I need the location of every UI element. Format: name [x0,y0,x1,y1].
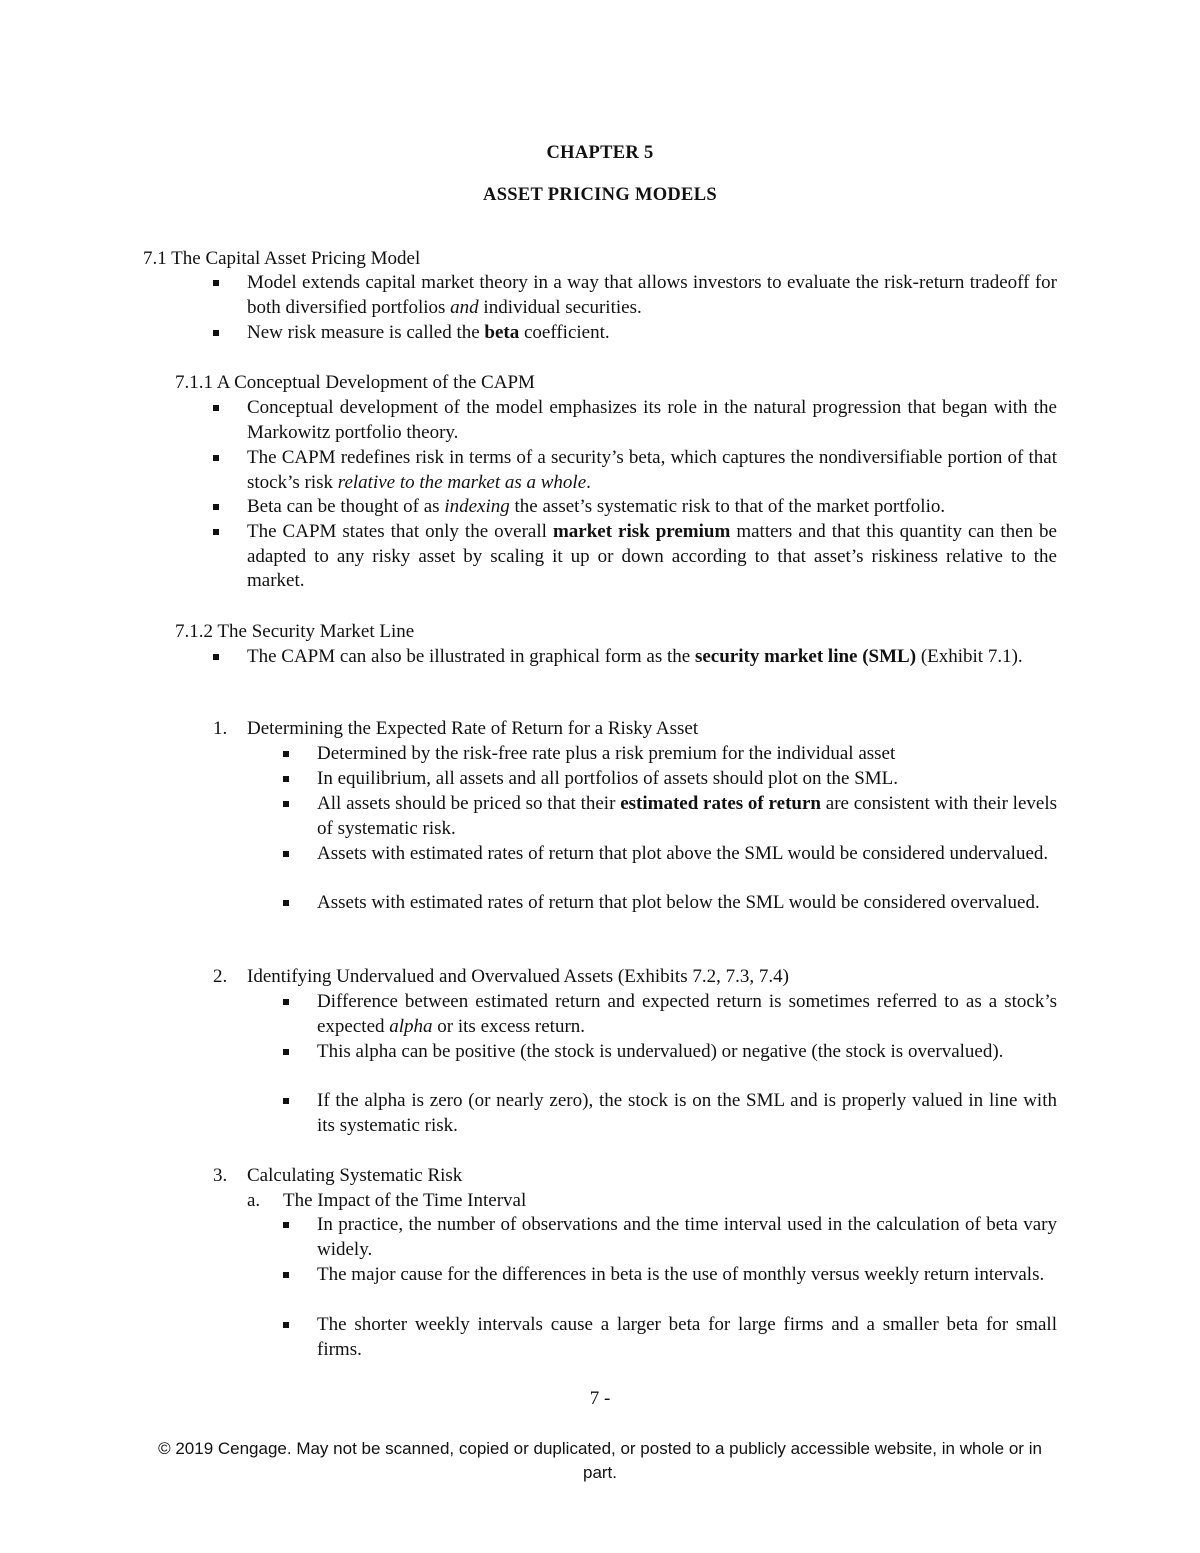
bullet-icon [283,900,289,906]
bullet-text: Model extends capital market theory in a way that allows investors to evaluate the risk-return tradeoff for both diversified portfolios and individual securities. [247,272,1057,318]
bullet-icon [283,1222,289,1228]
item-heading-3: Calculating Systematic Risk [247,1165,463,1186]
bullet-text: The shorter weekly intervals cause a larger beta for large firms and a smaller beta for small firms. [317,1314,1057,1360]
bullet-icon [213,529,219,535]
bullet-text: This alpha can be positive (the stock is undervalued) or negative (the stock is overvalued). [317,1041,1004,1062]
bullet-icon [213,455,219,461]
bullet-icon [213,504,219,510]
bullet-text: The CAPM can also be illustrated in graphical form as the security market line (SML) (Exhibit 7.1). [247,646,1023,667]
bullet-icon [283,1272,289,1278]
bullet-icon [283,999,289,1005]
sub-list-letter: a. [247,1190,261,1211]
bullet-text: Conceptual development of the model emphasizes its role in the natural progression that began with the Markowitz portfolio theory. [247,397,1057,443]
chapter-title: ASSET PRICING MODELS [483,185,717,205]
bullet-text: The major cause for the differences in beta is the use of monthly versus weekly return intervals. [317,1264,1045,1285]
page-number: 7 - [589,1388,611,1409]
bullet-text: In equilibrium, all assets and all portfolios of assets should plot on the SML. [317,768,899,789]
bullet-icon [213,330,219,336]
bullet-icon [213,405,219,411]
bullet-icon [283,1049,289,1055]
bullet-icon [283,851,289,857]
bullet-text: The CAPM states that only the overall market risk premium matters and that this quantity can then be adapted to any risky asset by scaling it up or down according to that asset’s riskiness relative to the market. [247,521,1057,591]
bullet-text: Determined by the risk-free rate plus a risk premium for the individual asset [317,743,896,764]
bullet-text: New risk measure is called the beta coefficient. [247,322,610,343]
bullet-icon [213,654,219,660]
bullet-icon [283,801,289,807]
bullet-text: If the alpha is zero (or nearly zero), the stock is on the SML and is properly valued in line with its systematic risk. [317,1090,1057,1136]
bullet-text: The CAPM redefines risk in terms of a security’s beta, which captures the nondiversifiable portion of that stock’s risk relative to the market as a whole. [247,447,1057,493]
section-heading-7-1: 7.1 The Capital Asset Pricing Model [143,248,421,269]
list-number: 2. [213,966,228,987]
bullet-icon [283,751,289,757]
list-number: 1. [213,718,228,739]
bullet-icon [283,1322,289,1328]
bullet-text: Difference between estimated return and expected return is sometimes referred to as a stock’s expected alpha or its excess return. [317,991,1057,1037]
bullet-icon [283,1098,289,1104]
bullet-icon [283,776,289,782]
section-heading-7-1-2: 7.1.2 The Security Market Line [175,621,415,642]
bullet-text: In practice, the number of observations and the time interval used in the calculation of beta vary widely. [317,1214,1057,1260]
bullet-text: Beta can be thought of as indexing the asset’s systematic risk to that of the market portfolio. [247,496,946,517]
chapter-number: CHAPTER 5 [546,143,654,163]
sub-heading-a: The Impact of the Time Interval [283,1190,527,1211]
item-heading-1: Determining the Expected Rate of Return for a Risky Asset [247,718,699,739]
bullet-icon [213,280,219,286]
bullet-text: Assets with estimated rates of return that plot above the SML would be considered undervalued. [317,843,1049,864]
copyright-notice: © 2019 Cengage. May not be scanned, copied or duplicated, or posted to a publicly accessible website, in whole or in part. [158,1439,1042,1482]
list-number: 3. [213,1165,228,1186]
item-heading-2: Identifying Undervalued and Overvalued Assets (Exhibits 7.2, 7.3, 7.4) [247,966,789,987]
section-heading-7-1-1: 7.1.1 A Conceptual Development of the CAPM [175,372,535,393]
bullet-text: Assets with estimated rates of return that plot below the SML would be considered overvalued. [317,892,1040,913]
bullet-text: All assets should be priced so that their estimated rates of return are consistent with their levels of systematic risk. [317,793,1057,839]
